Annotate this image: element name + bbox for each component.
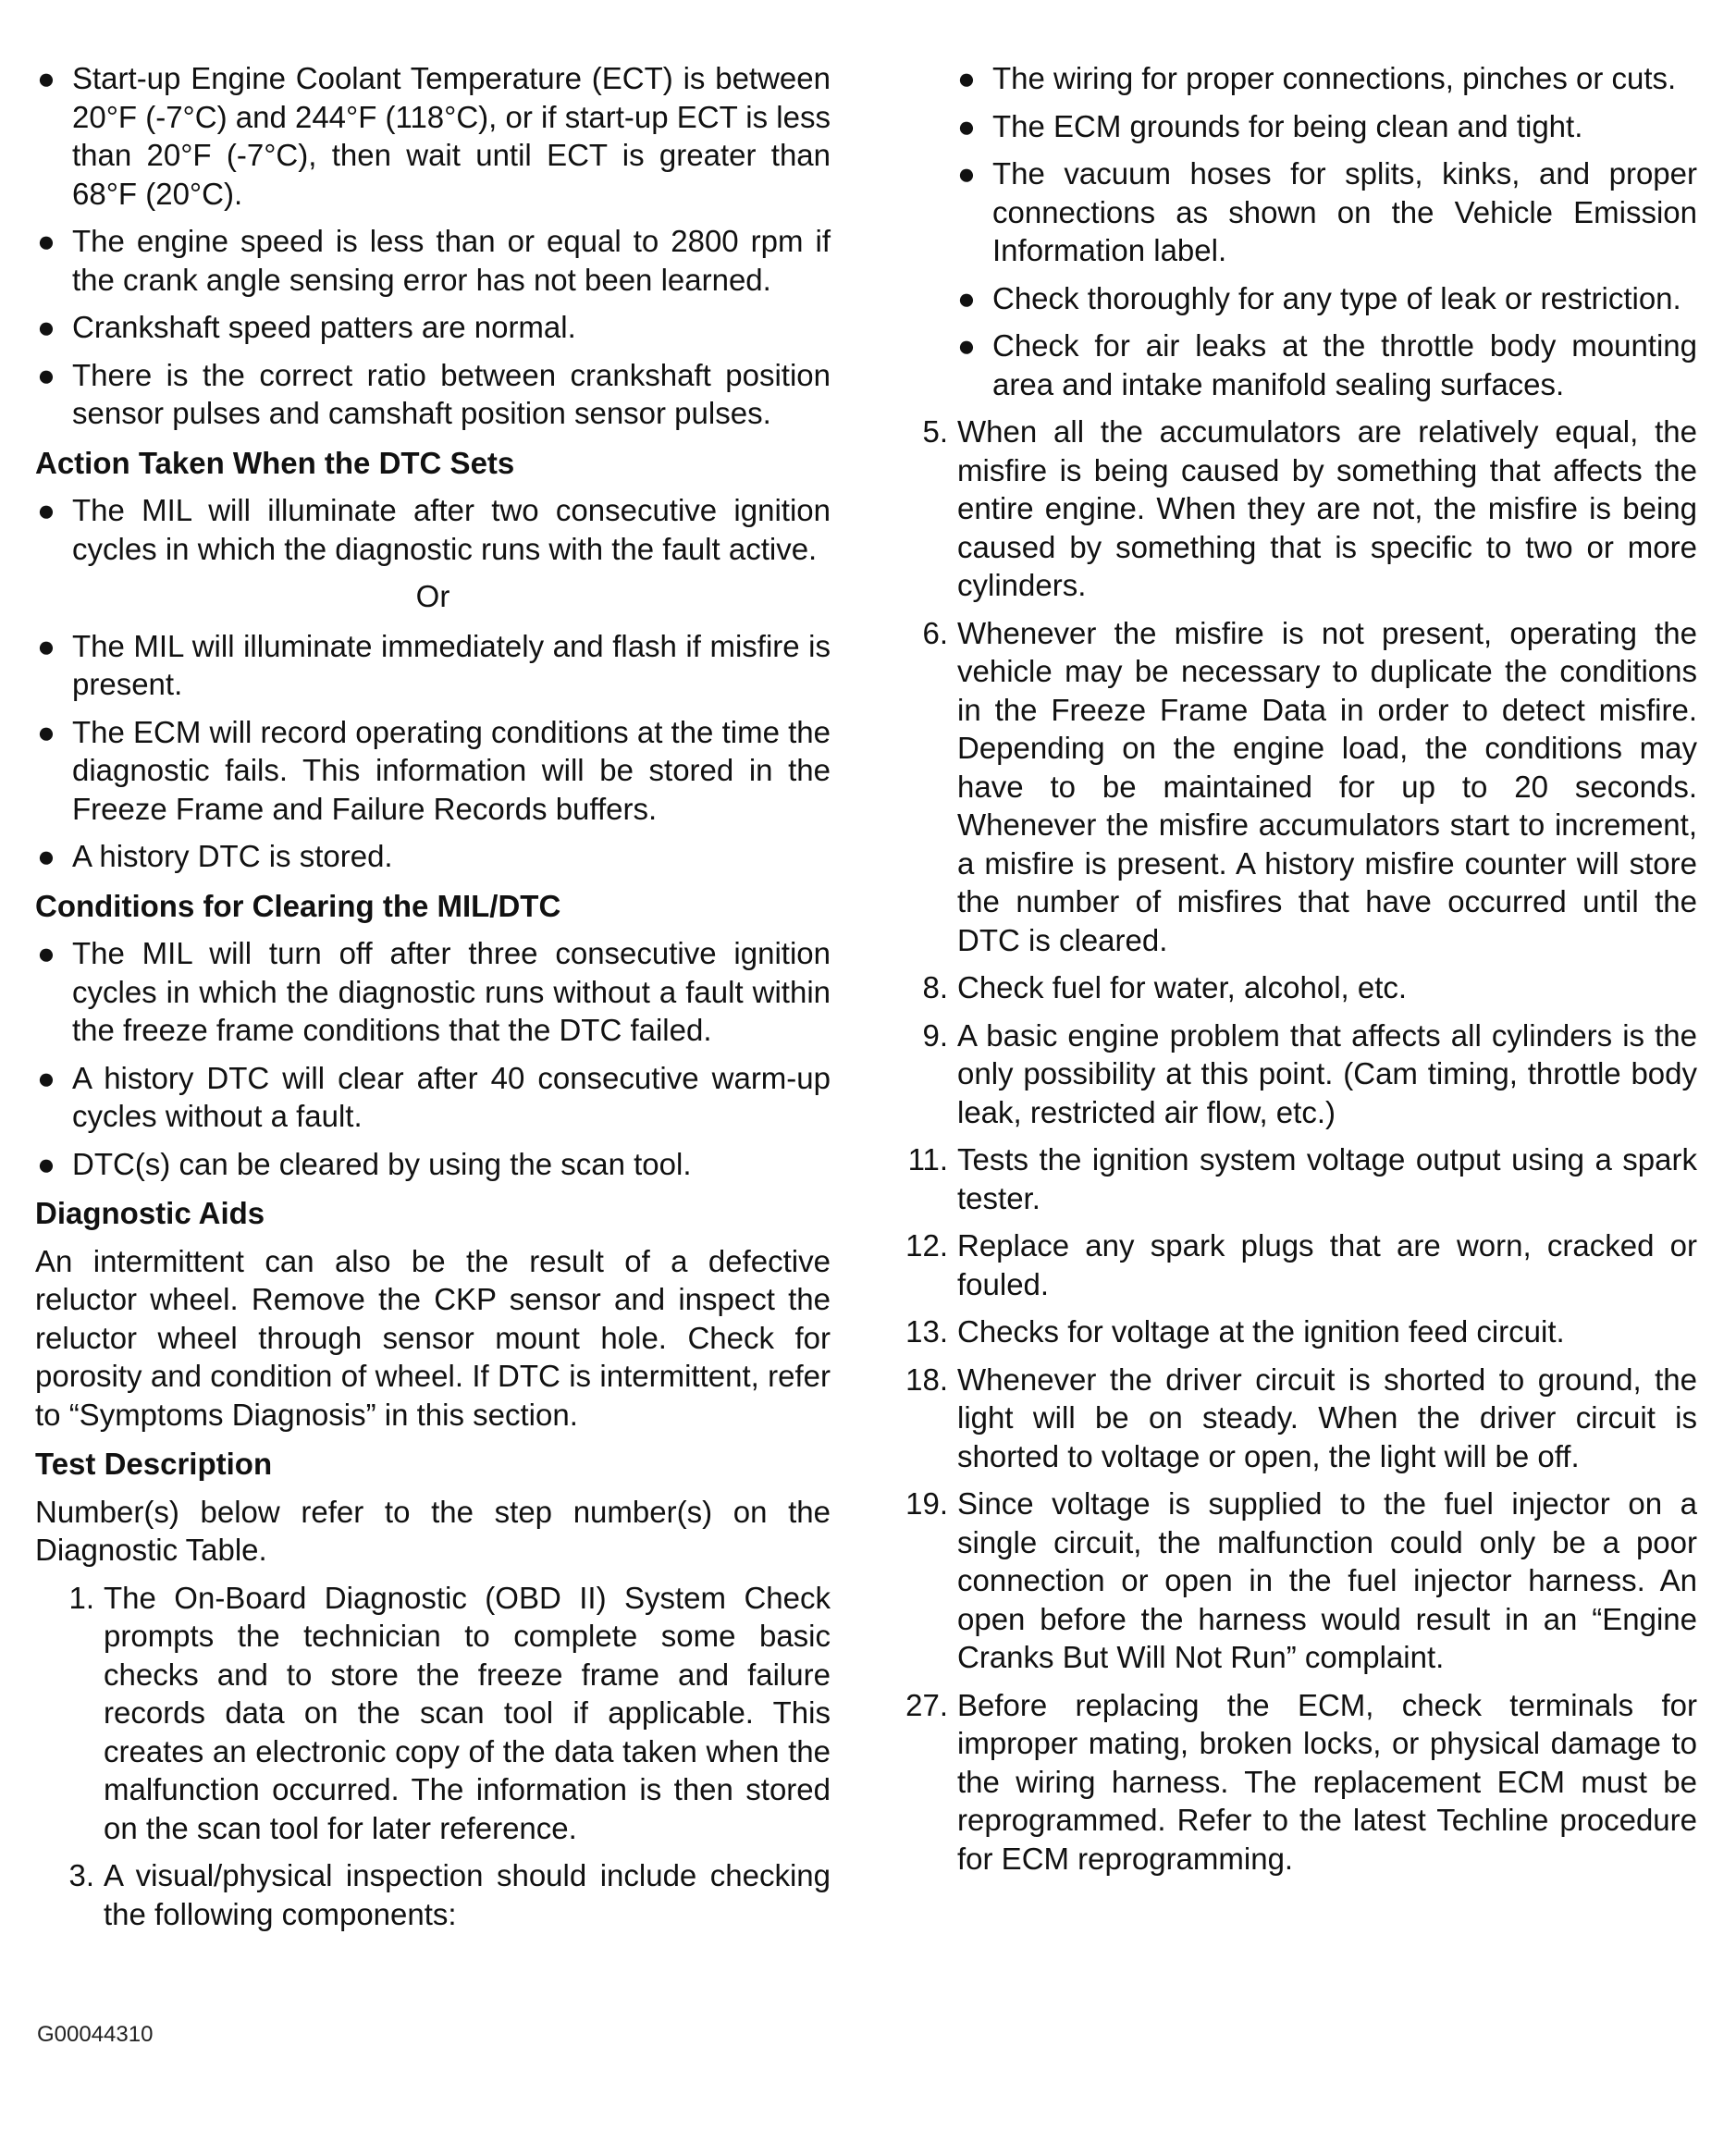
clearing-list (35, 934, 831, 1183)
bullet-icon: ● (37, 936, 55, 970)
list-item: 6. Whenever the misfire is not present, operating the vehicle may be necessary to duplicate the conditions in the Freeze Frame Data in order to detect misfire. Depending on the engine load, the conditions may have to be maintained for up to 20 seconds. Whenever the misfire accumulators start to increment, a misfire is present. A history misfire counter will store the number of misfires that have occurred until the DTC is cleared. (922, 615, 1697, 957)
bullet-icon: ● (37, 714, 55, 749)
enable-conditions-list (35, 59, 831, 433)
list-item: 8. Check fuel for water, alcohol, etc. (922, 970, 1408, 1004)
list-item: 19. Since voltage is supplied to the fuel injector on a single circuit, the malfunction could only be a poor connection or open in the fuel injector harness. An open before the harness would result in an “Engine Cranks But Will Not Run” complaint. (905, 1486, 1697, 1674)
bullet-icon: ● (957, 156, 976, 191)
list-item: ● The ECM grounds for being clean and tight. (955, 107, 1697, 146)
left-column (35, 59, 831, 1942)
section-heading-test: Test Description (35, 1447, 273, 1481)
bullet-icon: ● (37, 1146, 55, 1181)
list-item: ● The MIL will turn off after three consecutive ignition cycles in which the diagnostic runs without a fault within the freeze frame conditions that the DTC failed. (37, 936, 831, 1047)
test-steps-left (48, 1579, 831, 1934)
list-item: 3. A visual/physical inspection should include checking the following components: (68, 1858, 831, 1931)
list-item: ● Check thoroughly for any type of leak or restriction. (955, 279, 1697, 318)
list-item: 1. The On-Board Diagnostic (OBD II) System Check prompts the technician to complete some basic checks and to store the freeze frame and failure records data on the scan tool if applicable. This creates an electronic copy of the data taken when the malfunction occurred. The information is then stored on the scan tool for later reference. (68, 1580, 831, 1845)
test-steps-right (902, 413, 1697, 1878)
right-column (902, 59, 1697, 1887)
bullet-icon: ● (957, 280, 976, 315)
bullet-icon: ● (37, 628, 55, 663)
list-item: 11. Tests the ignition system voltage output using a spark tester. (907, 1142, 1697, 1215)
list-item: ● DTC(s) can be cleared by using the scan tool. (35, 1145, 831, 1184)
bullet-icon: ● (957, 328, 976, 363)
bullet-icon: ● (37, 357, 55, 392)
list-item: ● Check for air leaks at the throttle body mounting area and intake manifold sealing surfaces. (957, 328, 1697, 401)
action-list-2 (35, 627, 831, 876)
list-item: ● There is the correct ratio between crankshaft position sensor pulses and camshaft position sensor pulses. (37, 357, 831, 430)
list-item: 13. Checks for voltage at the ignition feed circuit. (905, 1314, 1565, 1349)
list-item: 27. Before replacing the ECM, check terminals for improper mating, broken locks, or physical damage to the wiring harness. The replacement ECM must be reprogrammed. Refer to the latest Techline procedure for ECM reprogramming. (905, 1687, 1697, 1876)
list-item: ● The engine speed is less than or equal to 2800 rpm if the crank angle sensing error has not been learned. (37, 224, 831, 297)
list-item: 18. Whenever the driver circuit is shorted to ground, the light will be on steady. When the driver circuit is shorted to voltage or open, the light will be off. (905, 1362, 1697, 1473)
inspection-list (955, 59, 1697, 403)
list-item: ● A history DTC is stored. (35, 837, 831, 876)
test-intro-paragraph: Number(s) below refer to the step number(s) on the Diagnostic Table. (35, 1494, 831, 1567)
action-list-1 (35, 491, 831, 568)
list-item: ● The MIL will illuminate immediately and flash if misfire is present. (37, 628, 831, 701)
list-item: 5. When all the accumulators are relatively equal, the misfire is being caused by something that affects the entire engine. When they are not, the misfire is being caused by something that is specific to two or more cylinders. (922, 414, 1697, 602)
list-item: ● The vacuum hoses for splits, kinks, and proper connections as shown on the Vehicle Emission Information label. (957, 156, 1697, 267)
bullet-icon: ● (37, 310, 55, 344)
bullet-icon: ● (37, 224, 55, 258)
list-item: ● The wiring for proper connections, pinches or cuts. (955, 59, 1697, 98)
bullet-icon: ● (957, 108, 976, 143)
document-code: G00044310 (37, 2022, 154, 2047)
list-item: ● The MIL will illuminate after two consecutive ignition cycles in which the diagnostic runs with the fault active. (37, 493, 831, 566)
bullet-icon: ● (37, 61, 55, 95)
bullet-icon: ● (37, 493, 55, 527)
bullet-icon: ● (37, 839, 55, 873)
or-separator: Or (415, 579, 450, 613)
list-item: ● Start-up Engine Coolant Temperature (ECT) is between 20°F (-7°C) and 244°F (118°C), or if start-up ECT is less than 20°F (-7°C), then wait until ECT is greater than 68°F (20°C). (37, 61, 831, 211)
aids-paragraph: An intermittent can also be the result of a defective reluctor wheel. Remove the CKP sensor and inspect the reluctor wheel through sensor mount hole. Check for porosity and condition of wheel. If DTC is intermittent, refer to “Symptoms Diagnosis” in this section. (35, 1243, 831, 1432)
list-item: 12. Replace any spark plugs that are worn, cracked or fouled. (905, 1228, 1697, 1301)
list-item: ● The ECM will record operating conditions at the time the diagnostic fails. This information will be stored in the Freeze Frame and Failure Records buffers. (37, 714, 831, 826)
section-heading-clearing: Conditions for Clearing the MIL/DTC (35, 888, 561, 923)
list-item: 9. A basic engine problem that affects all cylinders is the only possibility at this point. (Cam timing, throttle body leak, restricted air flow, etc.) (922, 1017, 1697, 1129)
bullet-icon: ● (37, 1060, 55, 1095)
list-item: ● Crankshaft speed patters are normal. (35, 308, 831, 347)
bullet-icon: ● (957, 61, 976, 95)
section-heading-action: Action Taken When the DTC Sets (35, 445, 515, 480)
list-item: ● A history DTC will clear after 40 consecutive warm-up cycles without a fault. (37, 1060, 831, 1133)
section-heading-aids: Diagnostic Aids (35, 1196, 265, 1230)
